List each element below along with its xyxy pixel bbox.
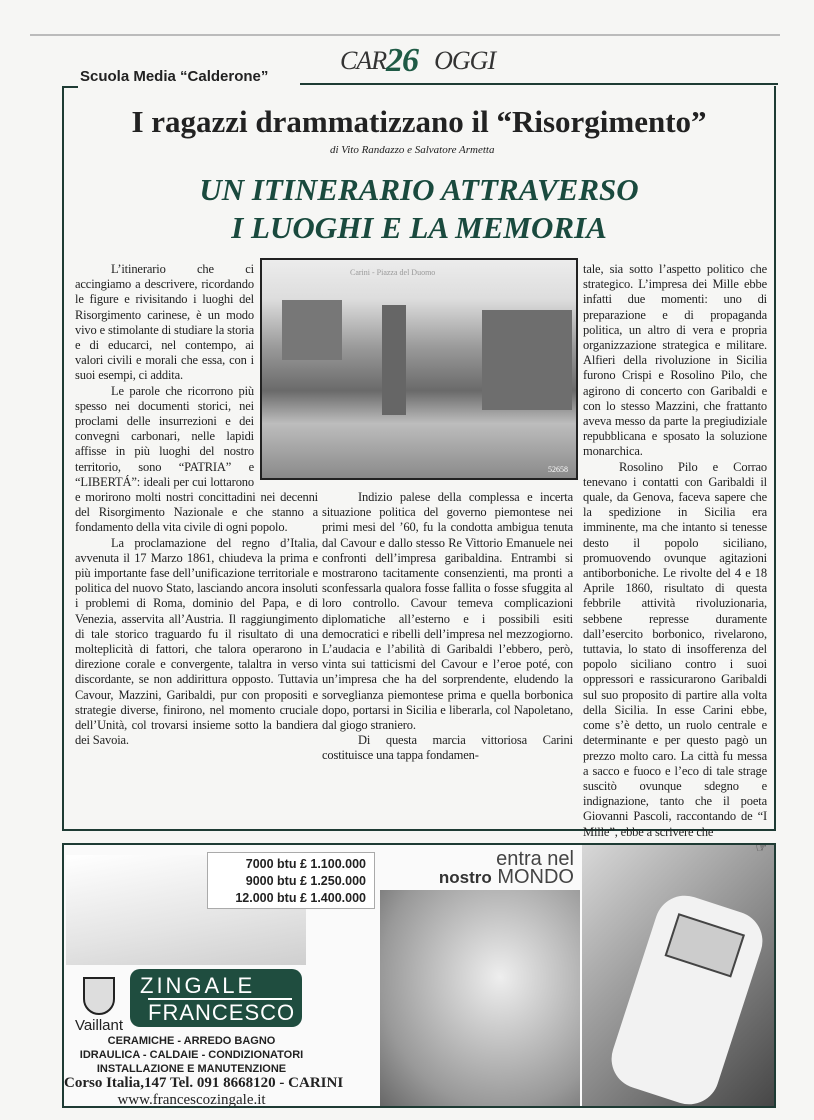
paragraph: Indizio palese della complessa e incerta situazione politica del governo piemontese nei primi mesi del ’60, fu la condotta ambigua tenuta dal Cavour e dallo stesso Re Vittorio Emanuele nei confronti dell’impresa garibaldina. Entrambi si mostrarono tacitamente consenzienti, ma pronti a sconfessarla qualora fosse fallita o fosse sfuggita al loro controllo. Cavour temeva complicazioni diplomatiche all’esterno e i possibili esiti democratici e ribelli dell’impresa nel mezzogiorno. L’audacia e l’abilità di Garibaldi l’ebbero, però, vinta sui tatticismi del Cavour e l’eroe poté, con un’impresa che ha del sorprendente, eludendo la sorveglianza piemontese prima e quella borbonica dopo, portarsi in Sicilia e liberarla, col Napoletano, dal giogo straniero. — [322, 490, 573, 733]
paragraph: Rosolino Pilo e Corrao tenevano i contatti con Garibaldi il quale, da Genova, faceva sapere che la spedizione in Sicilia era imminente, ma che intanto si tenesse desto il popolo siciliano, promuovendo ovunque agitazioni antiborboniche. Le rivolte del 4 e 18 Aprile 1860, risultato di questa febbrile attività rivoluzionaria, sebbene represse duramente dall’esercito borbonico, rivelarono, tuttavia, lo stato di insofferenza del popolo siciliano contro i suoi oppressori e rassicurarono Garibaldi sul suo proposito di partire alla volta della Sicilia. In esse Carini ebbe, come s’è detto, un ruolo centrale e determinante e per questo pagò un prezzo molto caro. La città fu messa a sacco e fuoco e l’eco di tale strage suscitò ovunque sdegno e indignazione, tanto che il poeta Giovanni Pascoli, raccontando de “I Mille”, ebbe a scrivere che — [583, 459, 767, 839]
photo-caption: Carini - Piazza del Duomo — [350, 268, 436, 277]
price-line: 9000 btu £ 1.250.000 — [245, 874, 366, 888]
subtitle-line-2: I LUOGHI E LA MEMORIA — [231, 210, 607, 245]
subtitle-line-1: UN ITINERARIO ATTRAVERSO — [199, 172, 639, 207]
continue-pointing-hand-icon: ☞ — [755, 839, 767, 855]
slogan-bold: nostro — [438, 868, 492, 887]
photo-number: 52658 — [548, 465, 568, 474]
remote-control-image — [582, 845, 776, 1108]
advertisement-zingale — [62, 843, 776, 1108]
ad-line: CERAMICHE - ARREDO BAGNO — [107, 1035, 276, 1047]
logo-left: CAR — [340, 46, 387, 75]
section-label: Scuola Media “Calderone” — [80, 68, 269, 85]
ad-line: IDRAULICA - CALDAIE - CONDIZIONATORI — [79, 1049, 304, 1061]
paragraph: Di questa marcia vittoriosa Carini costituisce una tappa fondamen- — [322, 733, 573, 763]
byline: di Vito Randazzo e Salvatore Armetta — [330, 144, 495, 156]
price-line: 12.000 btu £ 1.400.000 — [235, 891, 366, 905]
column-2 — [322, 490, 573, 764]
vaillant-logo — [74, 977, 124, 1034]
logo-right: OGGI — [434, 46, 496, 75]
slogan-end: MONDO — [497, 866, 574, 888]
newspaper-logo — [340, 42, 496, 84]
company-name-2: FRANCESCO — [148, 1000, 296, 1025]
paragraph: Le parole che ricorrono più spesso nei documenti storici, nei proclami delle insurrezioni e dei convegni carbonari, nelle lapidi affisse in più luoghi del nostro territorio, sono “PATRIA” e “LIBERTÁ”: ideali per cui lottarono e morirono molti nostri concittadini nei decenni del Risorgimento Nazionale e che stanno a fondamento della vita civile di ogni popolo. — [75, 383, 318, 535]
column-3 — [583, 262, 767, 855]
brand-name: Vaillant — [74, 1017, 124, 1034]
paragraph: La proclamazione del regno d’Italia, avvenuta il 17 Marzo 1861, chiudeva la prima e più importante fase dell’unificazione territoriale e politica del nuovo Stato, lasciando ancora insoluti i problemi di Roma, dominio del Papa, e di Venezia, asservita all’Austria. Il raggiungimento di tale storico traguardo fu il risultato di una molteplicità di fattori, che talora operarono in direzione corale e convergente, talaltra in verso discordante, se non addirittura opposto. Tuttavia Cavour, Mazzini, Garibaldi, pur con propositi e strategie diverse, finirono, nel momento cruciale dell’Unità, col trovarsi insieme sotto la bandiera dei Savoia. — [75, 535, 318, 748]
issue-number: 26 — [386, 42, 418, 79]
slogan-top: entra nel — [496, 848, 574, 870]
header-rule — [300, 83, 778, 85]
paragraph: L’itinerario che ci accingiamo a descrivere, ricordando le figure e rivisitando i luoghi del Risorgimento carinese, è un modo vivo e stimolante di studiare la storia e di educarci, nel contempo, ai valori civili e morali che essa, con i suoi esempi, ci addita. — [75, 262, 254, 383]
price-list — [207, 852, 375, 909]
slogan — [414, 850, 574, 888]
ad-website: www.francescozingale.it — [117, 1092, 266, 1108]
article-title: I ragazzi drammatizzano il “Risorgimento” — [131, 104, 707, 139]
company-name-1: ZINGALE — [140, 973, 256, 998]
ad-line: INSTALLAZIONE E MANUTENZIONE — [96, 1063, 287, 1075]
price-line: 7000 btu £ 1.100.000 — [245, 857, 366, 871]
ad-address: Corso Italia,147 Tel. 091 8668120 - CARINI — [64, 1075, 344, 1091]
vaillant-rabbit-icon — [83, 977, 115, 1015]
interior-image — [380, 890, 580, 1108]
company-logo — [130, 969, 302, 1027]
column-1 — [75, 262, 318, 749]
paragraph: tale, sia sotto l’aspetto politico che strategico. L’impresa dei Mille ebbe infatti due momenti: uno di preparazione e di propaganda politica, un altro di vera e propria organizzazione strategica e militare. Alfieri della rivoluzione in Sicilia furono Crispi e Rosolino Pilo, che agirono di concerto con Garibaldi e con lo stesso Mazzini, che frattanto aveva messo da parte la pregiudiziale repubblicana e sposato la soluzione monarchica. — [583, 262, 767, 459]
top-rule — [30, 34, 780, 36]
